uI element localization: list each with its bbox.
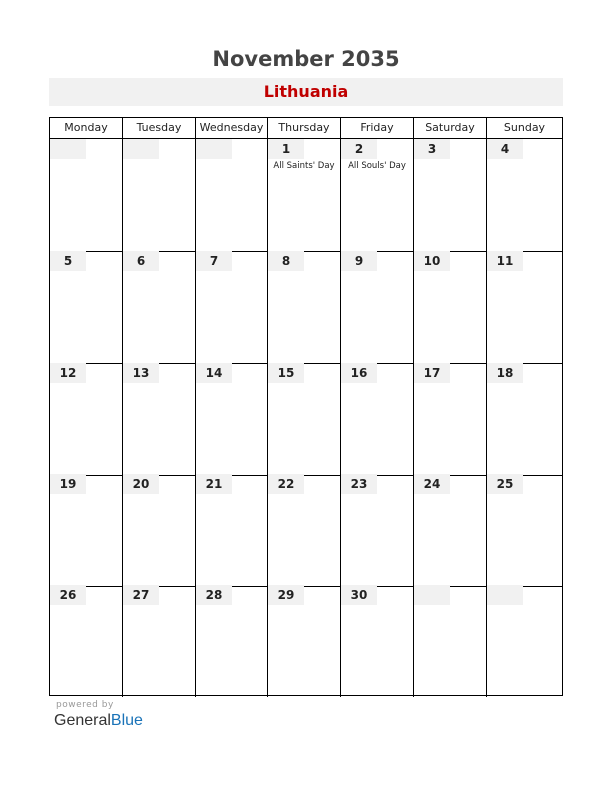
week-row [50, 139, 562, 252]
week-row [50, 585, 562, 697]
day-number: 8 [268, 251, 304, 271]
weekday-header-saturday: Saturday [413, 118, 486, 138]
day-number: 28 [196, 585, 232, 605]
day-number [123, 139, 159, 159]
day-cell[interactable] [50, 585, 122, 697]
day-cell[interactable] [486, 363, 562, 475]
day-cell[interactable] [340, 585, 413, 697]
day-cell[interactable] [267, 251, 340, 363]
day-cell[interactable] [413, 251, 486, 363]
day-number: 30 [341, 585, 377, 605]
day-number: 13 [123, 363, 159, 383]
day-cell[interactable] [195, 251, 267, 363]
day-number: 23 [341, 474, 377, 494]
day-number: 1 [268, 139, 304, 159]
day-cell[interactable] [486, 585, 562, 697]
day-cell[interactable] [195, 474, 267, 586]
weekday-header-monday: Monday [64, 121, 108, 134]
day-cell[interactable] [50, 474, 122, 586]
day-number: 20 [123, 474, 159, 494]
day-cell[interactable] [340, 363, 413, 475]
day-number: 24 [414, 474, 450, 494]
day-cell[interactable] [50, 251, 122, 363]
day-cell[interactable] [122, 474, 195, 586]
weekday-header-sunday: Sunday [486, 118, 562, 138]
weekday-header-tuesday: Tuesday [122, 118, 195, 138]
day-number: 2 [341, 139, 377, 159]
country-name: Lithuania [263, 82, 349, 101]
day-cell[interactable] [122, 251, 195, 363]
day-number: 14 [196, 363, 232, 383]
week-row [50, 363, 562, 476]
day-cell[interactable] [340, 474, 413, 586]
day-number: 5 [50, 251, 86, 271]
day-cell[interactable] [50, 139, 122, 251]
day-number: 19 [50, 474, 86, 494]
day-cell[interactable] [195, 139, 267, 251]
day-cell[interactable] [50, 363, 122, 475]
powered-by-text: powered by [56, 700, 114, 710]
day-cell[interactable] [340, 139, 413, 251]
day-number: 29 [268, 585, 304, 605]
day-cell[interactable] [267, 474, 340, 586]
weekday-header-friday: Friday [340, 118, 413, 138]
day-number: 12 [50, 363, 86, 383]
day-number: 16 [341, 363, 377, 383]
day-number: 3 [414, 139, 450, 159]
day-number: 18 [487, 363, 523, 383]
country-banner [49, 78, 563, 106]
day-cell[interactable] [413, 585, 486, 697]
day-cell[interactable] [122, 363, 195, 475]
day-number [414, 585, 450, 605]
brand-general: General [54, 712, 111, 729]
weekday-header-wednesday: Wednesday [195, 118, 267, 138]
day-number: 27 [123, 585, 159, 605]
day-cell[interactable] [195, 363, 267, 475]
day-cell[interactable] [122, 585, 195, 697]
week-row [50, 474, 562, 587]
day-cell[interactable] [413, 363, 486, 475]
day-cell[interactable] [267, 139, 340, 251]
calendar-title: November 2035 [212, 47, 400, 71]
day-cell[interactable] [267, 585, 340, 697]
brand-logo[interactable] [54, 712, 143, 730]
day-number: 25 [487, 474, 523, 494]
calendar-grid [49, 117, 563, 696]
day-number: 11 [487, 251, 523, 271]
brand-blue: Blue [110, 712, 143, 729]
day-number: 4 [487, 139, 523, 159]
week-row [50, 251, 562, 364]
day-cell[interactable] [122, 139, 195, 251]
day-number: 26 [50, 585, 86, 605]
day-number: 15 [268, 363, 304, 383]
day-number [487, 585, 523, 605]
day-number: 9 [341, 251, 377, 271]
day-cell[interactable] [267, 363, 340, 475]
day-cell[interactable] [413, 139, 486, 251]
day-number: 6 [123, 251, 159, 271]
day-number: 7 [196, 251, 232, 271]
day-number [196, 139, 232, 159]
day-cell[interactable] [486, 474, 562, 586]
day-number: 17 [414, 363, 450, 383]
day-number: 21 [196, 474, 232, 494]
day-cell[interactable] [195, 585, 267, 697]
holiday-label: All Souls' Day [348, 161, 406, 171]
day-cell[interactable] [486, 139, 562, 251]
day-number: 10 [414, 251, 450, 271]
holiday-label: All Saints' Day [273, 161, 335, 171]
day-number: 22 [268, 474, 304, 494]
day-cell[interactable] [340, 251, 413, 363]
day-cell[interactable] [486, 251, 562, 363]
day-cell[interactable] [413, 474, 486, 586]
day-number [50, 139, 86, 159]
weekday-header-thursday: Thursday [267, 118, 340, 138]
weekday-header-row [50, 118, 562, 139]
